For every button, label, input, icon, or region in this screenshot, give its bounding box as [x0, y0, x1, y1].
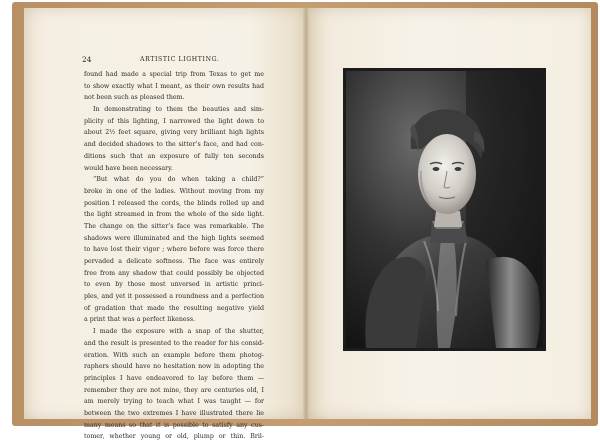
- text-line: The change on the sitter’s face was remarkable. The: [84, 222, 264, 230]
- text-line: to show exactly what I meant, as their own results had: [84, 82, 264, 90]
- text-line: position I released the cords, the blinds rolled up and: [84, 199, 264, 207]
- photo-plate: [343, 68, 546, 351]
- text-line: In demonstrating to them the beauties and sim-: [93, 106, 264, 114]
- running-head: ARTISTIC LIGHTING.: [140, 56, 220, 63]
- text-line: shadows were illuminated and the high lights seemed: [84, 234, 264, 242]
- text-line: and the result is presented to the reader for his consid-: [84, 339, 264, 347]
- text-line: am merely trying to teach what I was taught — for: [84, 398, 264, 406]
- book-gutter: [303, 8, 309, 419]
- text-line: broke in one of the ladies. Without moving from my: [84, 187, 264, 195]
- text-line: between the two extremes I have illustrated there lie: [84, 409, 264, 417]
- text-line: about 2½ feet square, giving very brilliant high lights: [84, 129, 264, 137]
- text-line: ples, and yet it possessed a roundness and a perfection: [84, 293, 264, 301]
- text-line: “But what do you do when taking a child?”: [93, 176, 264, 184]
- text-line: I made the exposure with a snap of the shutter,: [93, 328, 264, 336]
- text-line: free from any shadow that could possibly be objected: [84, 269, 264, 277]
- text-line: to even by those most unversed in artistic princi-: [84, 281, 264, 289]
- text-line: principles I have endeavored to lay before them —: [84, 374, 264, 382]
- body-text: [84, 69, 264, 443]
- text-line: many means so that it is possible to satisfy any cus-: [84, 421, 264, 429]
- page-number: 24: [82, 55, 92, 64]
- text-line: a print that was a perfect likeness.: [84, 316, 196, 324]
- text-line: remember they are not mine, they are centuries old, I: [84, 386, 264, 394]
- text-line: the light streamed in from the whole of the side light.: [84, 211, 264, 219]
- text-line: of gradation that made the resulting negative yield: [84, 304, 264, 312]
- text-line: plicity of this lighting, I narrowed the light down to: [84, 117, 264, 125]
- text-line: and decided shadows to the sitter’s face, and had con-: [84, 141, 264, 149]
- text-line: eration. With such an example before them photog-: [84, 351, 264, 359]
- text-line: not been such as pleased them.: [84, 94, 185, 102]
- text-line: found had made a special trip from Texas to get me: [84, 71, 264, 78]
- portrait-photo: [346, 71, 543, 348]
- text-line: to have lost their vigor ; where before was force there: [84, 246, 264, 254]
- text-line: would have been necessary.: [84, 164, 173, 172]
- text-line: raphers should have no hesitation now in adopting the: [84, 363, 264, 371]
- text-line: tomer, whether young or old, plump or thin. Bril-: [84, 433, 264, 441]
- text-line: ditions such that an exposure of fully ten seconds: [84, 152, 264, 160]
- text-line: pervaded a delicate softness. The face was entirely: [84, 258, 264, 265]
